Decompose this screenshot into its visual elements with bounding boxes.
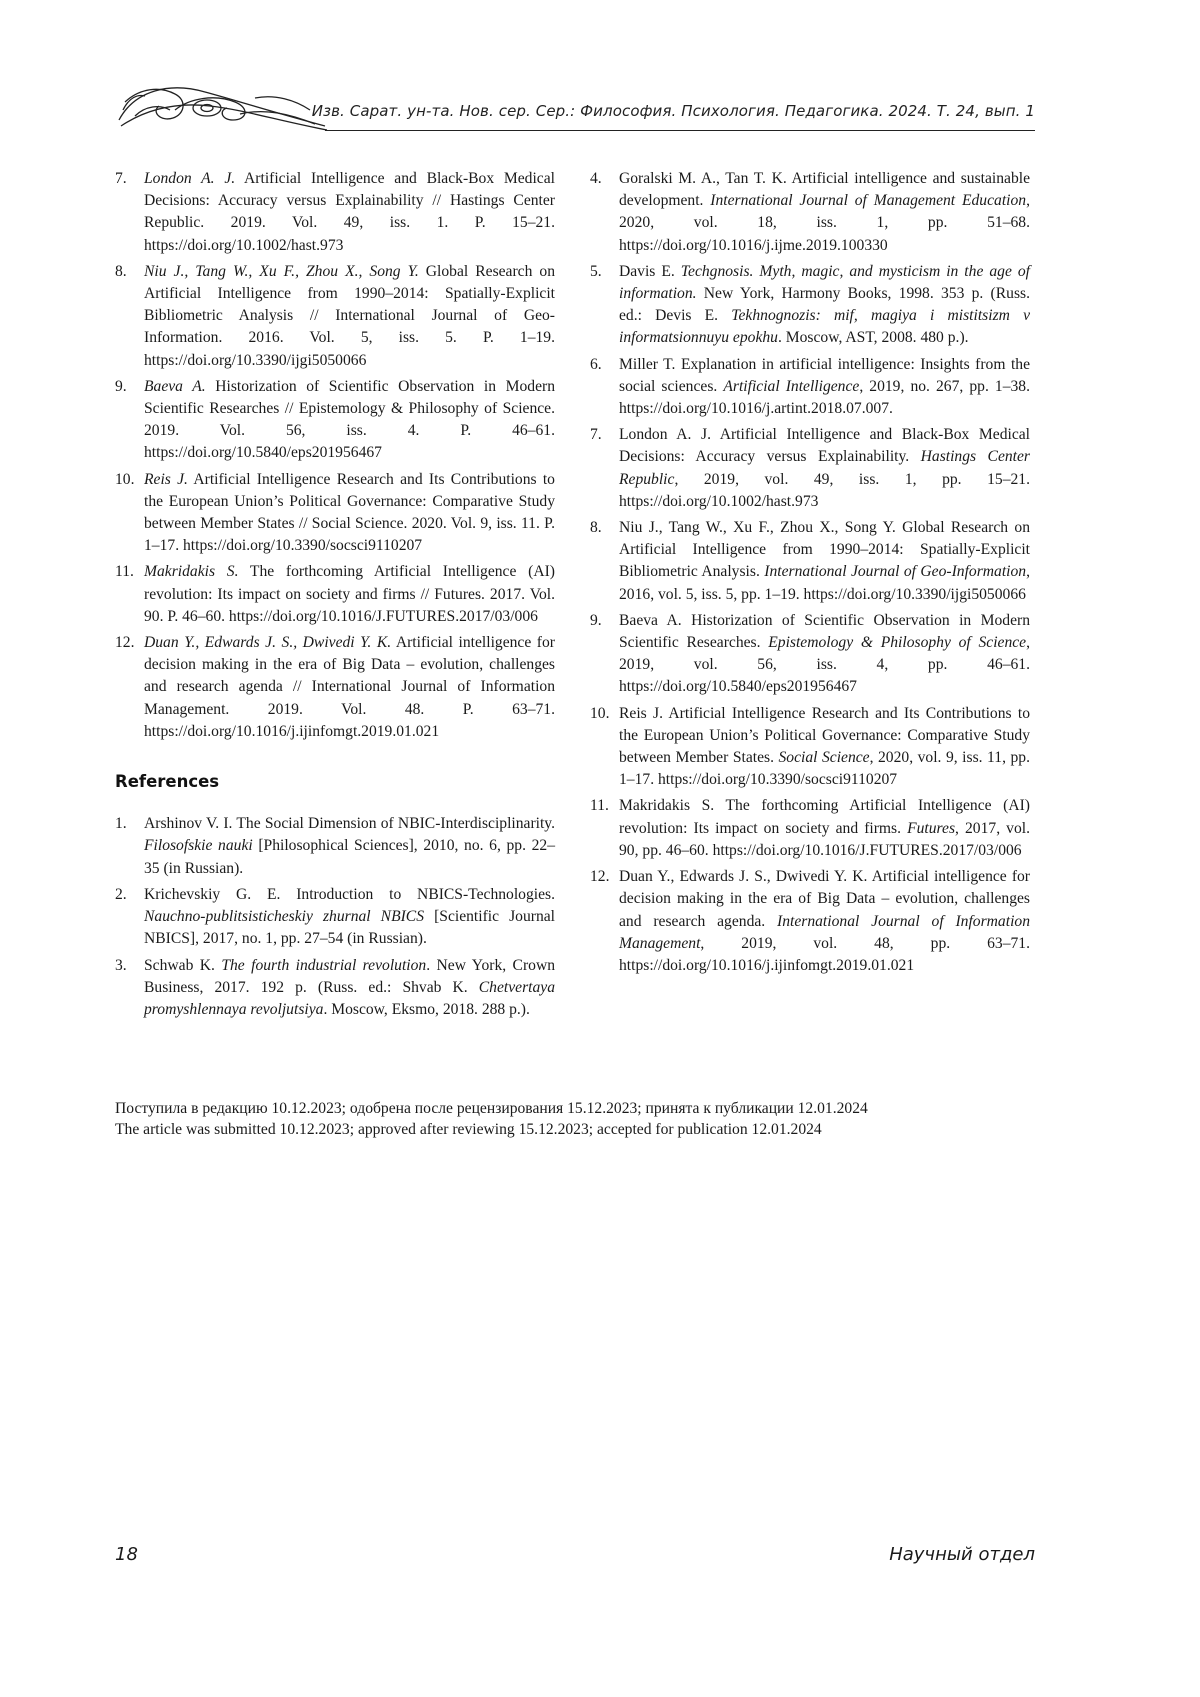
reference-text-segment: , 2019, no. 267, pp. 1–38. https://doi.org/10.1016/j.artint.2018.07.007.: [619, 377, 1030, 418]
reference-item: [115, 261, 555, 372]
reference-text: [619, 519, 1030, 603]
running-header: [115, 78, 1035, 136]
reference-text-segment: The forthcoming Artificial Intelligence (AI) revolution: Its impact on society and firms // Futures. 2017. Vol. 90. P. 46–60. https://doi.org/10.1016/J.FUTURES.2017/03/006: [144, 563, 555, 625]
reference-number: 5.: [590, 262, 602, 280]
reference-number: 7.: [590, 426, 602, 444]
reference-text: [619, 170, 1030, 254]
reference-text: [144, 263, 555, 369]
reference-item: [590, 354, 1030, 421]
reference-text-italic: Social Science: [778, 749, 870, 767]
reference-number: 4.: [590, 170, 602, 187]
reference-text: [144, 471, 555, 555]
reference-text: [619, 868, 1030, 974]
reference-item: [115, 561, 555, 628]
reference-text: [144, 634, 555, 740]
reference-item: [590, 610, 1030, 699]
right-column: [590, 168, 1030, 981]
references-heading: References: [115, 772, 220, 792]
reference-list-english-part1: [115, 813, 555, 1021]
reference-text-segment: Global Research on Artificial Intelligence from 1990–2014: Spatially-Explicit Bibliometric Analysis // International Journal of Geo-Information. 2016. Vol. 5, iss. 5. P. 1–19. https://doi.org/10.3390/ijgi5050066: [144, 262, 556, 369]
reference-text-segment: New York, Harmony Books, 1998. 353 p. (Russ. ed.: Devis E.: [619, 285, 1030, 325]
reference-text-italic: Filosofskie nauki: [144, 837, 253, 855]
reference-text-segment: Artificial Intelligence Research and Its Contributions to the European Union’s Political Governance: Comparative Study between Member States // Social Science. 2020. Vol. 9, iss. 11. P. 1–17. https://doi.org/10.3390/socsci9110207: [144, 470, 555, 555]
reference-text-segment: Reis J. Artificial Intelligence Research and Its Contributions to the European Union’s Political Governance: Comparative Study between Member States.: [619, 704, 1030, 767]
reference-number: 2.: [115, 885, 127, 903]
reference-number: 6.: [590, 355, 602, 373]
reference-item: [115, 632, 555, 743]
reference-text-italic: Duan Y., Edwards J. S., Dwivedi Y. K.: [144, 634, 392, 652]
reference-text-segment: Makridakis S. The forthcoming Artificial Intelligence (AI) revolution: Its impact on society and firms.: [619, 797, 1030, 837]
submission-dates-en: The article was submitted 10.12.2023; approved after reviewing 15.12.2023; accepted for publication 12.01.2024: [115, 1121, 822, 1138]
reference-text-segment: Artificial Intelligence and Black-Box Medical Decisions: Accuracy versus Explainability // Hastings Center Republic. 2019. Vol. 49, iss. 1. P. 15–21. https://doi.org/10.1002/hast.973: [144, 170, 555, 254]
submission-dates: [115, 1098, 1045, 1140]
reference-text-segment: , 2020, vol. 18, iss. 1, pp. 51–68. https://doi.org/10.1016/j.ijme.2019.100330: [619, 192, 1030, 254]
reference-list-english-part2: [590, 168, 1030, 977]
reference-text-italic: London A. J.: [144, 170, 236, 187]
reference-text-italic: Baeva A.: [144, 377, 206, 395]
reference-text-segment: . Moscow, AST, 2008. 480 p.).: [777, 329, 969, 347]
reference-item: [590, 168, 1030, 257]
reference-item: [115, 884, 555, 951]
reference-text-segment: , 2019, vol. 56, iss. 4, pp. 46–61. https://doi.org/10.5840/eps201956467: [619, 634, 1030, 696]
reference-number: 12.: [115, 634, 135, 652]
reference-item: [115, 469, 555, 558]
reference-text-segment: Schwab K.: [144, 956, 222, 974]
reference-item: [590, 261, 1030, 350]
reference-text: [144, 378, 555, 462]
reference-text-segment: . Moscow, Eksmo, 2018. 288 p.).: [323, 1000, 530, 1018]
reference-text-italic: Tekhnognozis: mif, magiya i mistitsizm v informatsionnuyu epokhu: [619, 307, 1030, 347]
page-number: 18: [115, 1544, 138, 1565]
reference-text-italic: Hastings Center Republic: [619, 448, 1030, 488]
reference-number: 3.: [115, 956, 127, 974]
reference-text-segment: Krichevskiy G. E. Introduction to NBICS-Technologies.: [144, 885, 555, 903]
reference-text-segment: Historization of Scientific Observation in Modern Scientific Researches // Epistemology & Philosophy of Science. 2019. Vol. 56, iss. 4. P. 46–61. https://doi.org/10.5840/eps201956467: [144, 377, 555, 462]
reference-number: 11.: [115, 563, 134, 581]
header-rule: [325, 130, 1035, 131]
reference-text-segment: Goralski M. A., Tan T. K. Artificial intelligence and sustainable development.: [619, 170, 1030, 210]
reference-list-russian: [115, 168, 555, 743]
journal-ornament-logo: [115, 80, 330, 134]
reference-number: 12.: [590, 868, 610, 886]
reference-text: [144, 886, 555, 947]
reference-text-segment: , 2019, vol. 48, pp. 63–71. https://doi.org/10.1016/j.ijinfomgt.2019.01.021: [619, 934, 1030, 974]
reference-text-italic: International Journal of Information Management: [619, 912, 1030, 952]
reference-text-italic: Reis J.: [144, 470, 188, 488]
reference-number: 9.: [590, 611, 602, 629]
reference-text-segment: Artificial intelligence for decision making in the era of Big Data – evolution, challenges and research agenda // International Journal of Information Management. 2019. Vol. 48. P. 63–71. https://doi.org/10.1016/j.ijinfomgt.2019.01.021: [144, 634, 555, 740]
reference-item: [115, 168, 555, 257]
reference-text-segment: . New York, Crown Business, 2017. 192 p. (Russ. ed.: Shvab K.: [144, 956, 556, 996]
reference-text-italic: Niu J., Tang W., Xu F., Zhou X., Song Y.: [144, 262, 419, 280]
reference-text-segment: , 2017, vol. 90, pp. 46–60. https://doi.org/10.1016/J.FUTURES.2017/03/006: [619, 819, 1030, 859]
reference-text-segment: [Philosophical Sciences], 2010, no. 6, pp. 22–35 (in Russian).: [144, 837, 555, 877]
reference-item: [590, 424, 1030, 513]
reference-item: [590, 866, 1030, 977]
reference-text-italic: The fourth industrial revolution: [221, 956, 427, 974]
reference-item: [115, 955, 555, 1022]
reference-text-segment: London A. J. Artificial Intelligence and Black-Box Medical Decisions: Accuracy versus Explainability.: [619, 426, 1030, 466]
reference-item: [115, 813, 555, 880]
reference-text-segment: Niu J., Tang W., Xu F., Zhou X., Song Y. Global Research on Artificial Intelligence from 1990–2014: Spatially-Explicit Bibliometric Analysis.: [619, 519, 1030, 581]
reference-text: [619, 612, 1030, 696]
reference-item: [590, 795, 1030, 862]
reference-text: [619, 263, 1030, 347]
section-name: Научный отдел: [889, 1544, 1035, 1565]
reference-text-segment: , 2016, vol. 5, iss. 5, pp. 1–19. https://doi.org/10.3390/ijgi5050066: [619, 563, 1031, 603]
reference-text: [619, 356, 1030, 417]
reference-text-segment: Arshinov V. I. The Social Dimension of NBIC-Interdisciplinarity.: [144, 815, 555, 833]
reference-text-segment: Baeva A. Historization of Scientific Observation in Modern Scientific Researches.: [619, 611, 1030, 652]
reference-item: [590, 703, 1030, 792]
reference-text: [619, 705, 1030, 789]
reference-number: 10.: [590, 704, 610, 722]
reference-number: 8.: [590, 519, 602, 537]
reference-text-segment: Duan Y., Edwards J. S., Dwivedi Y. K. Artificial intelligence for decision making in the era of Big Data – evolution, challenges and research agenda.: [619, 868, 1030, 930]
reference-text-segment: Davis E.: [619, 262, 681, 280]
reference-number: 8.: [115, 262, 127, 280]
reference-text: [144, 957, 555, 1018]
submission-dates-ru: Поступила в редакцию 10.12.2023; одобрена после рецензирования 15.12.2023; принята к публикации 12.01.2024: [115, 1100, 868, 1117]
reference-number: 7.: [115, 170, 127, 187]
reference-text: [619, 797, 1030, 858]
reference-text-segment: Miller T. Explanation in artificial intelligence: Insights from the social sciences.: [619, 355, 1030, 395]
journal-running-title: Изв. Сарат. ун-та. Нов. сер. Сер.: Философия. Психология. Педагогика. 2024. Т. 24, вып. 1: [311, 102, 1035, 120]
reference-text-italic: Epistemology & Philosophy of Science: [768, 634, 1027, 652]
reference-number: 11.: [590, 797, 609, 815]
reference-number: 9.: [115, 377, 127, 395]
reference-text-italic: International Journal of Geo-Information: [764, 563, 1027, 581]
reference-text-segment: , 2019, vol. 49, iss. 1, pp. 15–21. https://doi.org/10.1002/hast.973: [619, 470, 1030, 510]
reference-text-italic: Nauchno-publitsisticheskiy zhurnal NBICS: [144, 908, 425, 926]
reference-text-italic: Makridakis S.: [144, 563, 239, 581]
reference-text-segment: [Scientific Journal NBICS], 2017, no. 1, pp. 27–54 (in Russian).: [144, 908, 555, 948]
reference-text: [144, 170, 555, 254]
reference-text-italic: Artificial Intelligence: [723, 377, 860, 395]
reference-item: [115, 376, 555, 465]
reference-text: [144, 815, 555, 876]
reference-text-italic: International Journal of Management Education: [710, 192, 1027, 210]
left-column: [115, 168, 555, 1025]
reference-text: [144, 563, 555, 624]
reference-text-italic: Futures: [907, 819, 956, 837]
reference-text-segment: , 2020, vol. 9, iss. 11, pp. 1–17. https://doi.org/10.3390/socsci9110207: [619, 749, 1030, 789]
reference-text-italic: Techgnosis. Myth, magic, and mysticism in the age of information.: [619, 262, 1030, 303]
reference-text: [619, 426, 1030, 510]
reference-number: 10.: [115, 470, 135, 488]
reference-item: [590, 517, 1030, 606]
reference-text-italic: Chetvertaya promyshlennaya revoljutsiya: [144, 978, 555, 1018]
reference-number: 1.: [115, 815, 127, 833]
